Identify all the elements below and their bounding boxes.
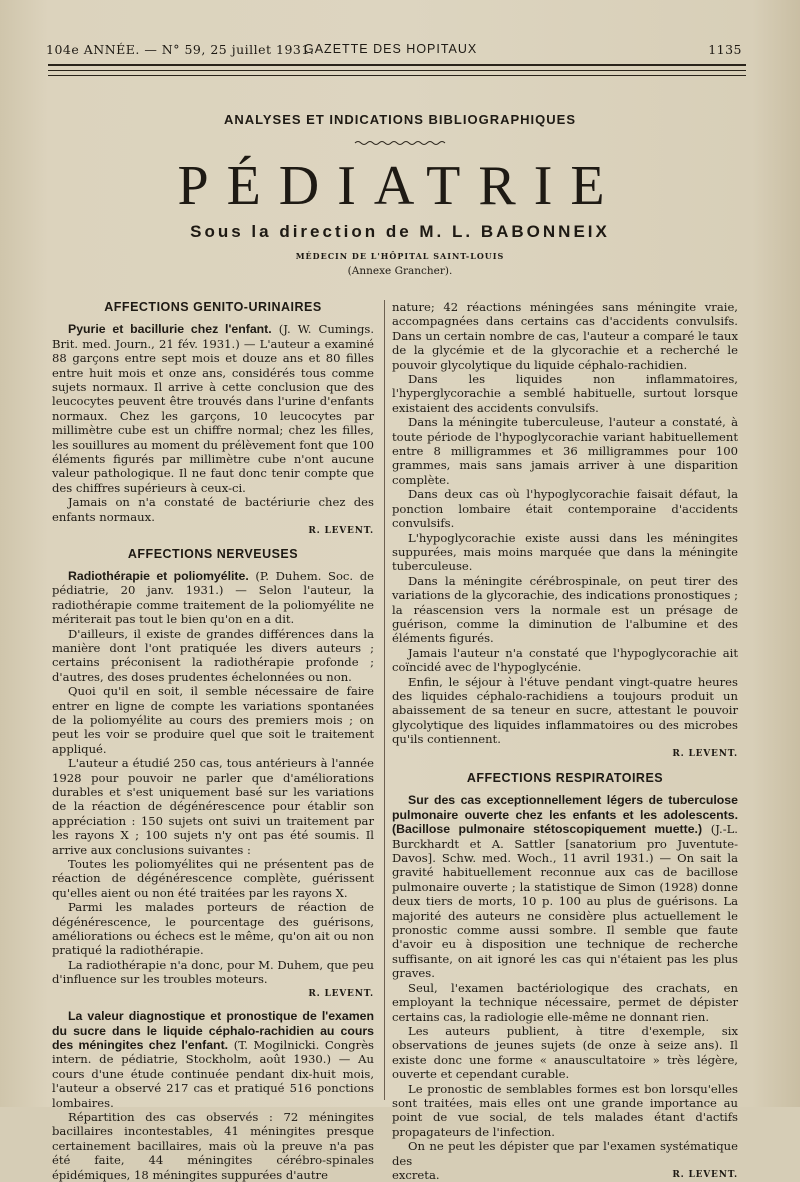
article-body: — Selon l'auteur, la radiothérapie comme traitement de la poliomyélite ne mériterait pas tout le bien qu'on en a dit. <box>52 583 375 627</box>
article-ref: (J. W. Cumings. Brit. med. Journ., 21 fév. 1931.) <box>52 322 375 351</box>
article-end-text: excreta. <box>392 1167 440 1182</box>
article-paragraph: Dans la méningite cérébrospinale, on peut tirer des variations de la glycorachie, des indications pronostiques ; la réascension vers la normale est un présage de guérison, comme la diminution de l'albumine et des éléments figurés. <box>392 573 738 646</box>
article-radiotherapie <box>52 569 374 627</box>
article-pyurie <box>52 322 374 495</box>
article-title: La valeur diagnostique et pronostique de l'examen du sucre dans le liquide céphalo-rachidien au cours des méningites chez l'enfant. <box>52 1009 374 1052</box>
article-paragraph: Seul, l'examen bactériologique des crachats, en employant la technique nécessaire, permet de dépister certains cas, la radiologie elle-même ne donnant rien. <box>392 980 738 1024</box>
section-heading-respiratoires: AFFECTIONS RESPIRATOIRES <box>466 771 664 785</box>
article-paragraph: Dans deux cas où l'hypoglycorachie faisait défaut, la ponction lombaire était contemporaine d'accidents convulsifs. <box>392 487 738 531</box>
signature: R. LEVENT. <box>672 748 738 759</box>
signature: R. LEVENT. <box>308 988 374 999</box>
running-head <box>46 42 742 60</box>
page-title: PÉDIATRIE <box>177 155 623 217</box>
article-ref: (P. Duhem. Soc. de pédiatrie, 20 janv. 1931.) <box>52 568 374 598</box>
article-paragraph: Dans les liquides non inflammatoires, l'hyperglycorachie a semblé habituelle, surtout lorsque existaient des accidents convulsifs. <box>392 372 738 415</box>
article-paragraph: Jamais on n'a constaté de bactériurie chez des enfants normaux. <box>52 495 374 524</box>
article-paragraph: Dans la méningite tuberculeuse, l'auteur a constaté, à toute période de l'hypoglycorachie variant habituellement entre 8 milligrammes et 36 milligrammes pour 100 grammes, mais sans jamais arriver à une disparition complète. <box>392 415 738 487</box>
article-paragraph: Répartition des cas observés : 72 méningites bacillaires incontestables, 41 méningites presque certainement bacillaires, mais où la preuve n'a pas été faite, 44 méningites cérébro-spinales épidémiques, 18 méningites suppurées d'autre <box>52 1109 374 1182</box>
header-rule-thin <box>48 70 746 71</box>
article-paragraph: D'ailleurs, il existe de grandes différences dans la manière dont l'ont pratiquée les divers auteurs ; certains préconisent la radiothérapie profonde ; d'autres, des doses prudentes échelonnées ou non. <box>52 626 374 684</box>
signature: R. LEVENT. <box>308 526 374 537</box>
header-rule-thin-2 <box>48 75 746 76</box>
article-glycorachie <box>52 1009 374 1110</box>
section-kicker: ANALYSES ET INDICATIONS BIBLIOGRAPHIQUES <box>223 112 577 127</box>
journal-name: GAZETTE DES HOPITAUX <box>304 42 478 56</box>
article-paragraph: Jamais l'auteur n'a constaté que l'hypoglycorachie ait coïncidé avec de l'hypoglycénie. <box>392 645 738 675</box>
article-paragraph: Quoi qu'il en soit, il semble nécessaire de faire entrer en ligne de compte les variations spontanées de la poliomyélite au cours des premiers mois ; on peut les voir se produire quel que soit le traitement appliqué. <box>52 684 374 756</box>
article-paragraph: L'hypoglycorachie existe aussi dans les méningites suppurées, mais moins marquée que dans la méningite tuberculeuse. <box>392 530 738 574</box>
article-paragraph: On ne peut les dépister que par l'examen systématique des <box>392 1139 738 1168</box>
article-end-line <box>392 1168 738 1182</box>
issue-info: 104e ANNÉE. — N° 59, 25 juillet 1931. <box>46 42 315 57</box>
article-ref: (T. Mogilnicki. Congrès intern. de pédiatrie, Stockholm, août 1930.) <box>52 1037 375 1067</box>
article-title: Radiothérapie et poliomyélite. <box>68 568 249 583</box>
article-tuberculose <box>392 793 738 980</box>
right-column <box>392 300 738 1182</box>
article-title: Pyurie et bacillurie chez l'enfant. <box>68 322 272 337</box>
article-body: — On sait la gravité habituellement reconnue aux cas de bacillose pulmonaire ouverte ; la statistique de Simon (1928) donne deux tiers de morts, 10 p. 100 au plus de guérisons. La majorité des auteurs ne considère plus actuellement le pronostic comme aussi sombre. Il semble que faute d'avoir eu à disposition une technique de recherche suffisante, on ait ignoré les cas qui n'étaient pas les plus graves. <box>392 851 738 981</box>
header-rule-thick <box>48 64 746 66</box>
left-column <box>52 300 374 1182</box>
article-paragraph: Les auteurs publient, à titre d'exemple, six observations de jeunes sujets (de onze à seize ans). Il existe donc une forme « anauscultatoire » très légère, ouverte et cependant curable. <box>392 1023 738 1082</box>
article-paragraph: L'auteur a étudié 250 cas, tous antérieurs à l'année 1928 pour pouvoir ne parler que d'améliorations durables et s'est uniquement basé sur les variations de la réaction de dégénérescence pour établir son appréciation : 150 sujets ont suivi un traitement par les rayons X ; 100 sujets n'y ont pas été soumis. Il arrive aux conclusions suivantes : <box>52 756 374 857</box>
article-paragraph: Toutes les poliomyélites qui ne présentent pas de réaction de dégénérescence complète, guérissent qu'elles aient ou non été traitées par les rayons X. <box>52 857 374 900</box>
article-body: — L'auteur a examiné 88 garçons entre sept mois et douze ans et 80 filles entre huit mois et onze ans, considérés tous comme sujets normaux. Il arrive à cette conclusion que des leucocytes peuvent être trouvés dans l'urine d'enfants normaux. Chez les garçons, 10 leucocytes par millimètre cube est un chiffre normal; chez les filles, les souillures au moment du prélèvement font que 100 éléments figurés par millimètre cube n'ont aucune valeur pathologique. Il ne faut donc tenir compte que des chiffres supérieurs à ceux-ci. <box>52 336 374 495</box>
page-number: 1135 <box>708 42 742 57</box>
editor-annex: (Annexe Grancher). <box>347 265 453 277</box>
ornament-wave-icon <box>355 140 447 146</box>
column-divider <box>384 300 385 1100</box>
article-ref: (J.-L. Burckhardt et A. Sattler [sanatorium pro Juventute-Davos]. Schw. med. Woch., 11 avril 1931.) <box>392 822 738 866</box>
editor-line: Sous la direction de M. L. BABONNEIX <box>190 222 610 241</box>
section-heading-nerveuses: AFFECTIONS NERVEUSES <box>127 546 299 561</box>
article-paragraph: Enfin, le séjour à l'étuve pendant vingt-quatre heures des liquides céphalo-rachidiens a toujours produit un abaissement de sa teneur en sucre, attestant le pouvoir glycolytique des liquides inflammatoires ou des microbes qu'ils contiennent. <box>392 674 738 747</box>
section-heading-genito-urinaires: AFFECTIONS GENITO-URINAIRES <box>104 300 322 314</box>
signature: R. LEVENT. <box>672 1169 738 1180</box>
editor-affiliation: MÉDECIN DE L'HÔPITAL SAINT-LOUIS <box>295 251 505 261</box>
article-paragraph: nature; 42 réactions méningées sans méningite vraie, accompagnées dans certains cas d'accidents convulsifs. Dans un certain nombre de cas, l'auteur a comparé le taux de la glycémie et de la glycorachie et a recherché le pouvoir glycolytique du liquide céphalo-rachidien. <box>392 300 738 372</box>
article-paragraph: Le pronostic de semblables formes est bon lorsqu'elles sont traitées, mais elles ont une grande importance au point de vue social, de tels malades étant d'actifs propagateurs de l'infection. <box>392 1081 738 1139</box>
article-paragraph: La radiothérapie n'a donc, pour M. Duhem, que peu d'influence sur les troubles moteurs. <box>52 957 374 987</box>
article-body: — Au cours d'une étude continuée pendant dix-huit mois, l'auteur a observé 217 cas et pratiqué 516 ponctions lombaires. <box>52 1052 375 1110</box>
article-title: Sur des cas exceptionnellement légers de tuberculose pulmonaire ouverte chez les enfants et les adolescents. (Bacillose pulmonaire stétoscopiquement muette.) <box>392 793 738 837</box>
article-paragraph: Parmi les malades porteurs de réaction de dégénérescence, le pourcentage des guérisons, améliorations ou échecs est le même, qu'on ait ou non pratiqué la radiothérapie. <box>52 900 374 958</box>
